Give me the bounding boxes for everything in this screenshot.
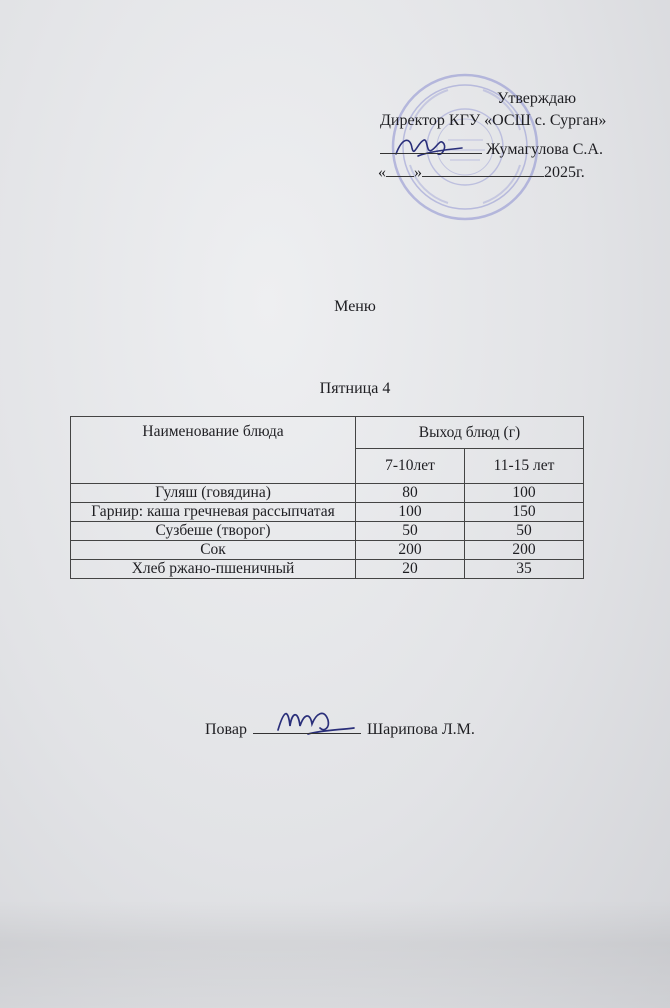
portion-11-15: 35	[465, 560, 584, 579]
header-age-7-10: 7-10лет	[356, 449, 465, 484]
menu-table	[70, 416, 584, 579]
table-row	[71, 503, 584, 522]
table-row	[71, 522, 584, 541]
table-header-row	[71, 417, 584, 449]
cook-label: Повар	[205, 721, 247, 738]
approval-name: Жумагулова С.А.	[486, 141, 603, 158]
header-age-11-15: 11-15 лет	[465, 449, 584, 484]
dish-name: Сузбеше (творог)	[71, 522, 356, 541]
approval-title: Утверждаю	[497, 90, 577, 107]
approval-date-line	[378, 162, 585, 182]
portion-7-10: 50	[356, 522, 465, 541]
cook-signature-blank	[253, 719, 361, 734]
portion-7-10: 200	[356, 541, 465, 560]
dish-name: Хлеб ржано-пшеничный	[71, 560, 356, 579]
header-dish-name: Наименование блюда	[71, 417, 356, 484]
dish-name: Сок	[71, 541, 356, 560]
header-portion-group: Выход блюд (г)	[356, 417, 584, 449]
table-row	[71, 541, 584, 560]
cook-name: Шарипова Л.М.	[367, 721, 475, 738]
dish-name: Гуляш (говядина)	[71, 484, 356, 503]
signature-blank	[380, 139, 482, 154]
paper-fold-shadow	[0, 900, 670, 1008]
portion-11-15: 50	[465, 522, 584, 541]
portion-11-15: 200	[465, 541, 584, 560]
table-row	[71, 560, 584, 579]
page-title: Меню	[334, 298, 376, 315]
date-close-quote: »	[414, 164, 422, 181]
table-row	[71, 484, 584, 503]
dish-name: Гарнир: каша гречневая рассыпчатая	[71, 503, 356, 522]
approval-year: 2025г.	[544, 164, 585, 181]
portion-11-15: 150	[465, 503, 584, 522]
portion-7-10: 100	[356, 503, 465, 522]
cook-line	[205, 719, 475, 739]
date-open-quote: «	[378, 164, 386, 181]
portion-7-10: 20	[356, 560, 465, 579]
month-blank	[422, 162, 544, 177]
day-subtitle: Пятница 4	[319, 380, 391, 397]
approval-position: Директор КГУ «ОСШ с. Сурган»	[380, 112, 607, 129]
approval-signature-line	[380, 139, 603, 159]
portion-11-15: 100	[465, 484, 584, 503]
portion-7-10: 80	[356, 484, 465, 503]
day-blank	[386, 162, 414, 177]
